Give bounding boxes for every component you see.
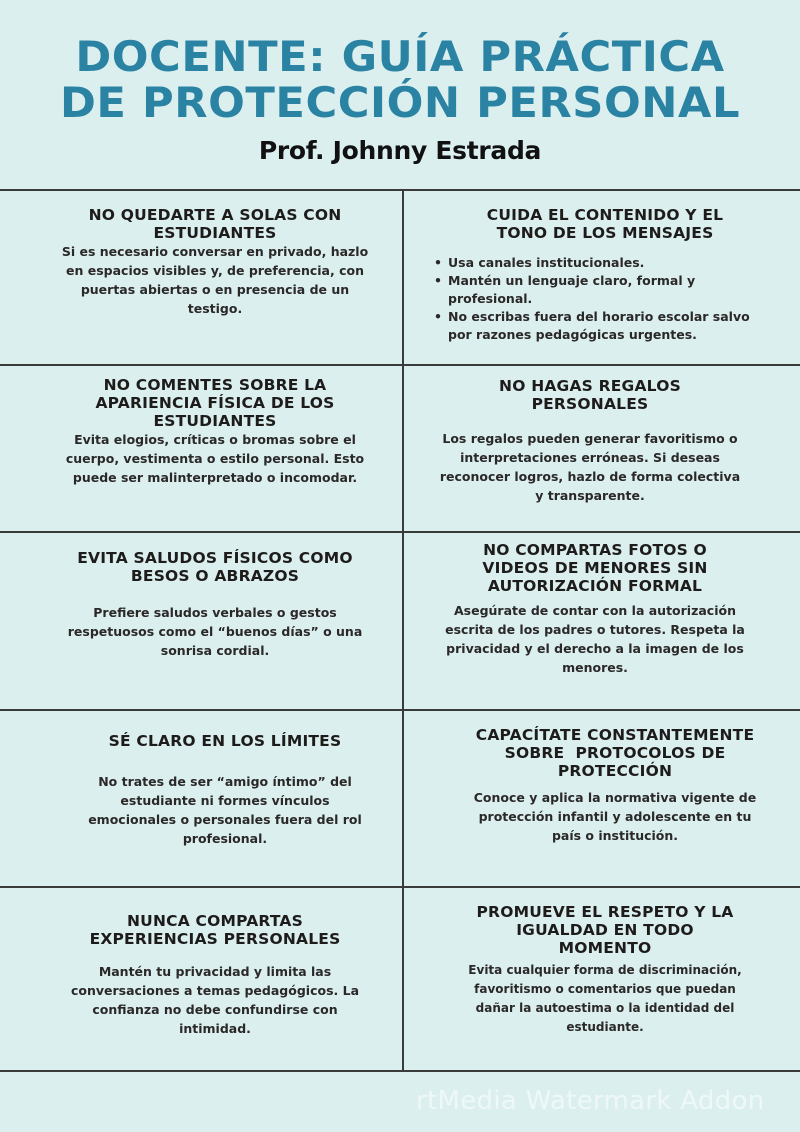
tip-body: Los regalos pueden generar favoritismo o interpretaciones erróneas. Si deseas reconocer logros, hazlo de forma colectiva y transparente. [439, 431, 741, 503]
tip-card-greetings [40, 549, 390, 660]
tip-heading: NO QUEDARTE A SOLAS CON ESTUDIANTES [88, 206, 342, 242]
tip-heading: NUNCA COMPARTAS EXPERIENCIAS PERSONALES [89, 912, 341, 948]
tip-card-training [440, 726, 790, 845]
tip-body: Conoce y aplica la normativa vigente de protección infantil y adolescente en tu país o institución. [473, 790, 757, 843]
tip-card-limits [40, 732, 410, 848]
tip-heading: EVITA SALUDOS FÍSICOS COMO BESOS O ABRAZOS [77, 549, 353, 585]
tip-body: No trates de ser “amigo íntimo” del estudiante ni formes vínculos emocionales o personales fuera del rol profesional. [88, 774, 362, 846]
watermark: rtMedia Watermark Addon [416, 1086, 765, 1116]
divider [0, 531, 800, 533]
tip-body: Asegúrate de contar con la autorización escrita de los padres o tutores. Respeta la privacidad y el derecho a la imagen de los menores. [445, 603, 745, 675]
tip-card-appearance [40, 376, 390, 487]
tip-card-alone [40, 206, 390, 318]
divider [0, 886, 800, 888]
author-name: Prof. Johnny Estrada [258, 136, 542, 165]
tip-heading: PROMUEVE EL RESPETO Y LA IGUALDAD EN TODO MOMENTO [476, 903, 734, 957]
bullet-icon: • [434, 255, 442, 270]
title-line-1: DOCENTE: GUÍA PRÁCTICA [75, 32, 725, 81]
tip-heading: CUIDA EL CONTENIDO Y EL TONO DE LOS MENSAJES [486, 206, 724, 242]
tip-bullet-list [430, 254, 780, 344]
page-title [0, 34, 800, 126]
list-item: • No escribas fuera del horario escolar salvo por razones pedagógicas urgentes. [434, 309, 750, 342]
divider [0, 364, 800, 366]
tip-card-messages [430, 206, 780, 344]
tip-body: Prefiere saludos verbales o gestos respetuosos como el “buenos días” o una sonrisa cordial. [67, 605, 363, 658]
column-divider [402, 189, 404, 1072]
tip-card-photos [420, 541, 770, 677]
list-item: • Mantén un lenguaje claro, formal y profesional. [434, 273, 696, 306]
bullet-icon: • [434, 309, 442, 324]
header [0, 0, 800, 190]
tip-heading: NO COMPARTAS FOTOS O VIDEOS DE MENORES SIN AUTORIZACIÓN FORMAL [482, 541, 708, 595]
tip-heading: NO HAGAS REGALOS PERSONALES [499, 377, 681, 413]
divider [0, 709, 800, 711]
tip-body: Evita cualquier forma de discriminación, favoritismo o comentarios que puedan dañar la autoestima o la identidad del estudiante. [468, 963, 742, 1034]
tip-heading: SÉ CLARO EN LOS LÍMITES [108, 732, 342, 750]
tip-card-respect [430, 903, 780, 1037]
tip-card-gifts [410, 377, 770, 505]
tip-body: Evita elogios, críticas o bromas sobre el cuerpo, vestimenta o estilo personal. Esto puede ser malinterpretado o incomodar. [65, 432, 365, 485]
tip-body: Mantén tu privacidad y limita las conversaciones a temas pedagógicos. La confianza no debe confundirse con intimidad. [70, 964, 360, 1036]
tip-heading: CAPACÍTATE CONSTANTEMENTE SOBRE PROTOCOLOS DE PROTECCIÓN [475, 726, 755, 780]
divider [0, 1070, 800, 1072]
bullet-icon: • [434, 273, 442, 288]
divider [0, 189, 800, 191]
list-item: • Usa canales institucionales. [434, 255, 645, 270]
tip-body: Si es necesario conversar en privado, hazlo en espacios visibles y, de preferencia, con puertas abiertas o en presencia de un testigo. [61, 244, 369, 316]
tip-heading: NO COMENTES SOBRE LA APARIENCIA FÍSICA DE LOS ESTUDIANTES [95, 376, 335, 430]
tip-card-experiences [40, 912, 390, 1038]
title-line-2: DE PROTECCIÓN PERSONAL [59, 78, 741, 127]
